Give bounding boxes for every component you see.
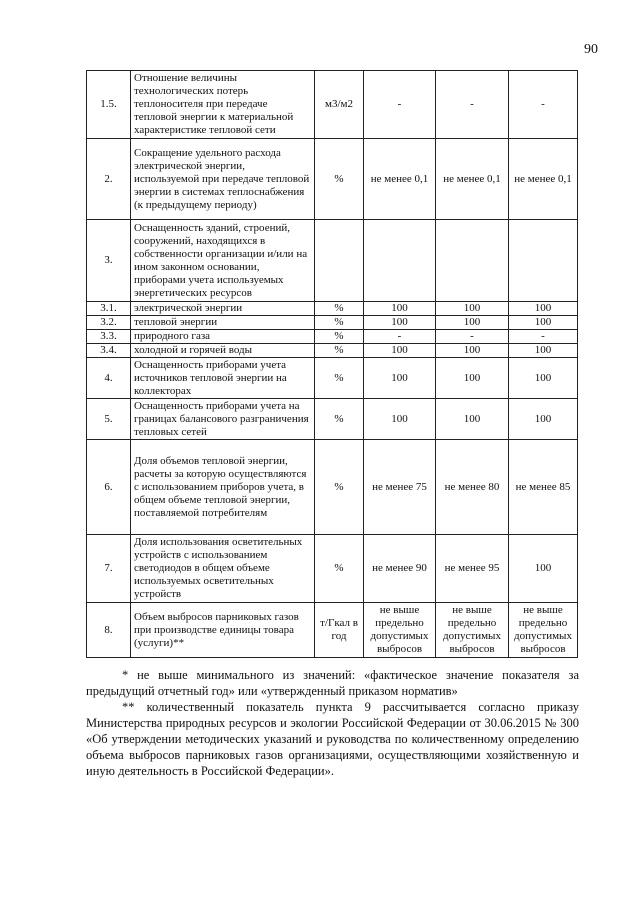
value-cell [364, 220, 436, 302]
value-cell: не менее 0,1 [509, 139, 578, 220]
row-number: 3.4. [87, 344, 131, 358]
value-cell: 100 [436, 316, 509, 330]
value-cell: не менее 75 [364, 440, 436, 535]
table-row [87, 399, 578, 440]
unit-cell: % [315, 316, 364, 330]
value-cell: 100 [364, 316, 436, 330]
row-number: 8. [87, 603, 131, 658]
row-number: 3. [87, 220, 131, 302]
indicator-name: холодной и горячей воды [131, 344, 315, 358]
value-cell: не выше предельно допустимых выбросов [364, 603, 436, 658]
table-row [87, 344, 578, 358]
value-cell: 100 [509, 344, 578, 358]
row-number: 4. [87, 358, 131, 399]
value-cell: 100 [436, 344, 509, 358]
unit-cell: % [315, 330, 364, 344]
value-cell: 100 [509, 316, 578, 330]
table-row [87, 330, 578, 344]
value-cell: - [436, 330, 509, 344]
footnote-single-asterisk: * не выше минимального из значений: «фактическое значение показателя за предыдущий отчетный год» или «утвержденный приказом норматив» [86, 668, 579, 698]
table-row [87, 358, 578, 399]
unit-cell: % [315, 535, 364, 603]
value-cell [436, 220, 509, 302]
indicator-name: Оснащенность приборами учета на границах балансового разграничения тепловых сетей [131, 399, 315, 440]
table-row [87, 302, 578, 316]
table-row [87, 603, 578, 658]
unit-cell: м3/м2 [315, 71, 364, 139]
value-cell: 100 [436, 302, 509, 316]
value-cell: 100 [364, 358, 436, 399]
value-cell: не выше предельно допустимых выбросов [436, 603, 509, 658]
value-cell: не менее 90 [364, 535, 436, 603]
value-cell: - [509, 71, 578, 139]
value-cell: не менее 95 [436, 535, 509, 603]
indicator-name: природного газа [131, 330, 315, 344]
unit-cell: % [315, 139, 364, 220]
value-cell: 100 [364, 344, 436, 358]
value-cell: - [509, 330, 578, 344]
value-cell: 100 [509, 535, 578, 603]
indicators-table [86, 70, 578, 658]
value-cell: не менее 0,1 [436, 139, 509, 220]
row-number: 3.3. [87, 330, 131, 344]
indicator-name: Сокращение удельного расхода электрической энергии, используемой при передаче тепловой энергии в системах теплоснабжения (к предыдущему периоду) [131, 139, 315, 220]
value-cell: - [436, 71, 509, 139]
value-cell: 100 [509, 399, 578, 440]
footnote-double-asterisk: ** количественный показатель пункта 9 рассчитывается согласно приказу Министерства природных ресурсов и экологии Российской Федерации от 30.06.2015 № 300 «Об утверждении методических указаний и руководства по количественному определению объема выбросов парниковых газов организациями, осуществляющими хозяйственную и иную деятельность в Российской Федерации». [86, 700, 579, 778]
value-cell: - [364, 71, 436, 139]
value-cell: 100 [509, 302, 578, 316]
row-number: 5. [87, 399, 131, 440]
page-number: 90 [584, 42, 598, 57]
table-row [87, 316, 578, 330]
table-row [87, 71, 578, 139]
table-row [87, 220, 578, 302]
value-cell: не выше предельно допустимых выбросов [509, 603, 578, 658]
value-cell [509, 220, 578, 302]
unit-cell: т/Гкал в год [315, 603, 364, 658]
indicator-name: Оснащенность приборами учета источников тепловой энергии на коллекторах [131, 358, 315, 399]
value-cell: не менее 80 [436, 440, 509, 535]
row-number: 7. [87, 535, 131, 603]
unit-cell: % [315, 440, 364, 535]
indicator-name: тепловой энергии [131, 316, 315, 330]
table-row [87, 535, 578, 603]
value-cell: 100 [364, 302, 436, 316]
value-cell: не менее 0,1 [364, 139, 436, 220]
value-cell: 100 [436, 358, 509, 399]
value-cell: не менее 85 [509, 440, 578, 535]
unit-cell: % [315, 302, 364, 316]
indicator-name: электрической энергии [131, 302, 315, 316]
row-number: 3.1. [87, 302, 131, 316]
unit-cell: % [315, 399, 364, 440]
row-number: 1.5. [87, 71, 131, 139]
value-cell: 100 [364, 399, 436, 440]
footnotes [86, 667, 579, 779]
indicator-name: Доля объемов тепловой энергии, расчеты за которую осуществляются с использованием приборов учета, в общем объеме тепловой энергии, поставляемой потребителям [131, 440, 315, 535]
unit-cell: % [315, 344, 364, 358]
indicator-name: Оснащенность зданий, строений, сооружений, находящихся в собственности организации и/или на ином законном основании, приборами учета используемых энергетических ресурсов [131, 220, 315, 302]
unit-cell: % [315, 358, 364, 399]
row-number: 3.2. [87, 316, 131, 330]
table-row [87, 440, 578, 535]
indicator-name: Отношение величины технологических потерь теплоносителя при передаче тепловой энергии к материальной характеристике тепловой сети [131, 71, 315, 139]
row-number: 2. [87, 139, 131, 220]
table-row [87, 139, 578, 220]
row-number: 6. [87, 440, 131, 535]
value-cell: 100 [509, 358, 578, 399]
indicator-name: Объем выбросов парниковых газов при производстве единицы товара (услуги)** [131, 603, 315, 658]
indicator-name: Доля использования осветительных устройств с использованием светодиодов в общем объеме используемых осветительных устройств [131, 535, 315, 603]
value-cell: 100 [436, 399, 509, 440]
value-cell: - [364, 330, 436, 344]
unit-cell [315, 220, 364, 302]
